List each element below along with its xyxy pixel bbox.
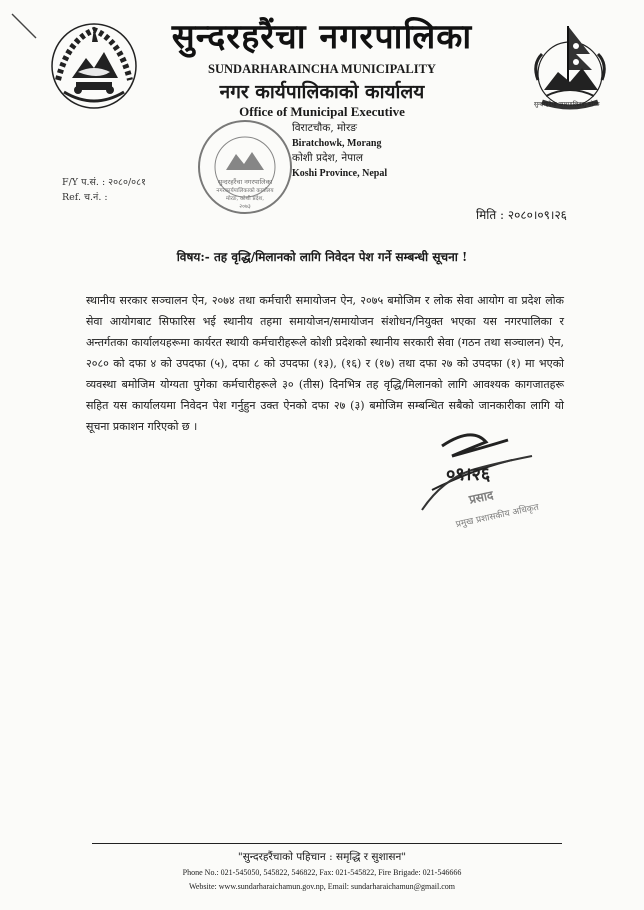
footer-contact: Phone No.: 021-545050, 545822, 546822, Fax: 021-545822, Fire Brigade: 021-546666 [182,868,462,877]
municipality-title-np: सुन्दरहरैंचा नगरपालिका [171,17,473,57]
municipality-title-en: SUNDARHARAINCHA MUNICIPALITY [208,62,436,76]
footer-website: Website: www.sundarharaichamun.gov.np, Email: sundarharaichamun@gmail.com [188,882,456,891]
reference-number: Ref. च.नं. : [62,192,108,203]
notice-body: स्थानीय सरकार सञ्चालन ऐन, २०७४ तथा कर्मचारी समायोजन ऐन, २०७५ बमोजिम र लोक सेवा आयोग वा प्रदेश लोक सेवा आयोगबाट सिफारिस भई स्थानीय तहमा समायोजन/समायोजन संशोधन/नियुक्त भएका यस नगरपालिका र अन्तर्गतका कार्यालयहरूमा कार्यरत स्थायी कर्मचारीहरूले कोशी प्रदेशको स्थानीय सरकारी सेवा (गठन तथा सञ्चालन) ऐन, २०८० को दफा ४ को उपदफा (५), दफा ८ को उपदफा (१३), (१६) र (१७) तथा दफा २७ को उपदफा (१) मा भएको व्यवस्था बमोजिम योग्यता पुगेका कर्मचारीहरूले ३० (तीस) दिनभित्र तह वृद्धि/मिलानको लागि आवश्यक कागजातहरू सहित यस कार्यालयमा निवेदन पेश गर्नुहुन उक्त ऐनको दफा २७ (३) बमोजिम सम्बन्धित सबैको जानकारीका लागि यो सूचना प्रकाशन गरिएको छ । [86,294,564,433]
seal-line-1: सुन्दरहरैंचा नगरपालिका [217,178,273,186]
signature-date: ०९।२६ [446,464,491,485]
seal-line-3: मोरङ, कोशी प्रदेश, [225,196,265,202]
office-title-en: Office of Municipal Executive [239,104,405,119]
office-title-np: नगर कार्यपालिकाको कार्यालय [219,81,425,103]
address-line-2: Biratchowk, Morang [292,138,382,149]
right-emblem-caption: सुन्दरहरैंचा नगरपालिका, मोरङ [534,101,600,108]
address-line-3: कोशी प्रदेश, नेपाल [292,152,363,164]
address-line-1: विराटचौक, मोरङ [292,122,357,134]
address-line-4: Koshi Province, Nepal [292,168,388,179]
seal-line-2: नगरकार्यपालिकाको कार्यालय [216,188,274,194]
signer-stamp-title: प्रमुख प्रशासकीय अधिकृत [455,502,540,531]
office-seal [196,118,294,216]
letter-date: मिति : २०८०।०९।२६ [476,208,567,222]
signer-stamp-name: प्रसाद [467,487,495,507]
signature [412,420,562,540]
footer-divider [92,843,562,844]
subject-line: विषय:- तह वृद्धि/मिलानको लागि निवेदन पेश गर्ने सम्बन्धी सूचना ! [176,250,468,264]
footer-motto: "सुन्दरहरैंचाको पहिचान : समृद्धि र सुशासन" [237,851,407,863]
seal-line-4: २०७३ [239,204,251,210]
fiscal-year: F/Y प.सं. : २०८०/०८१ [62,177,146,188]
